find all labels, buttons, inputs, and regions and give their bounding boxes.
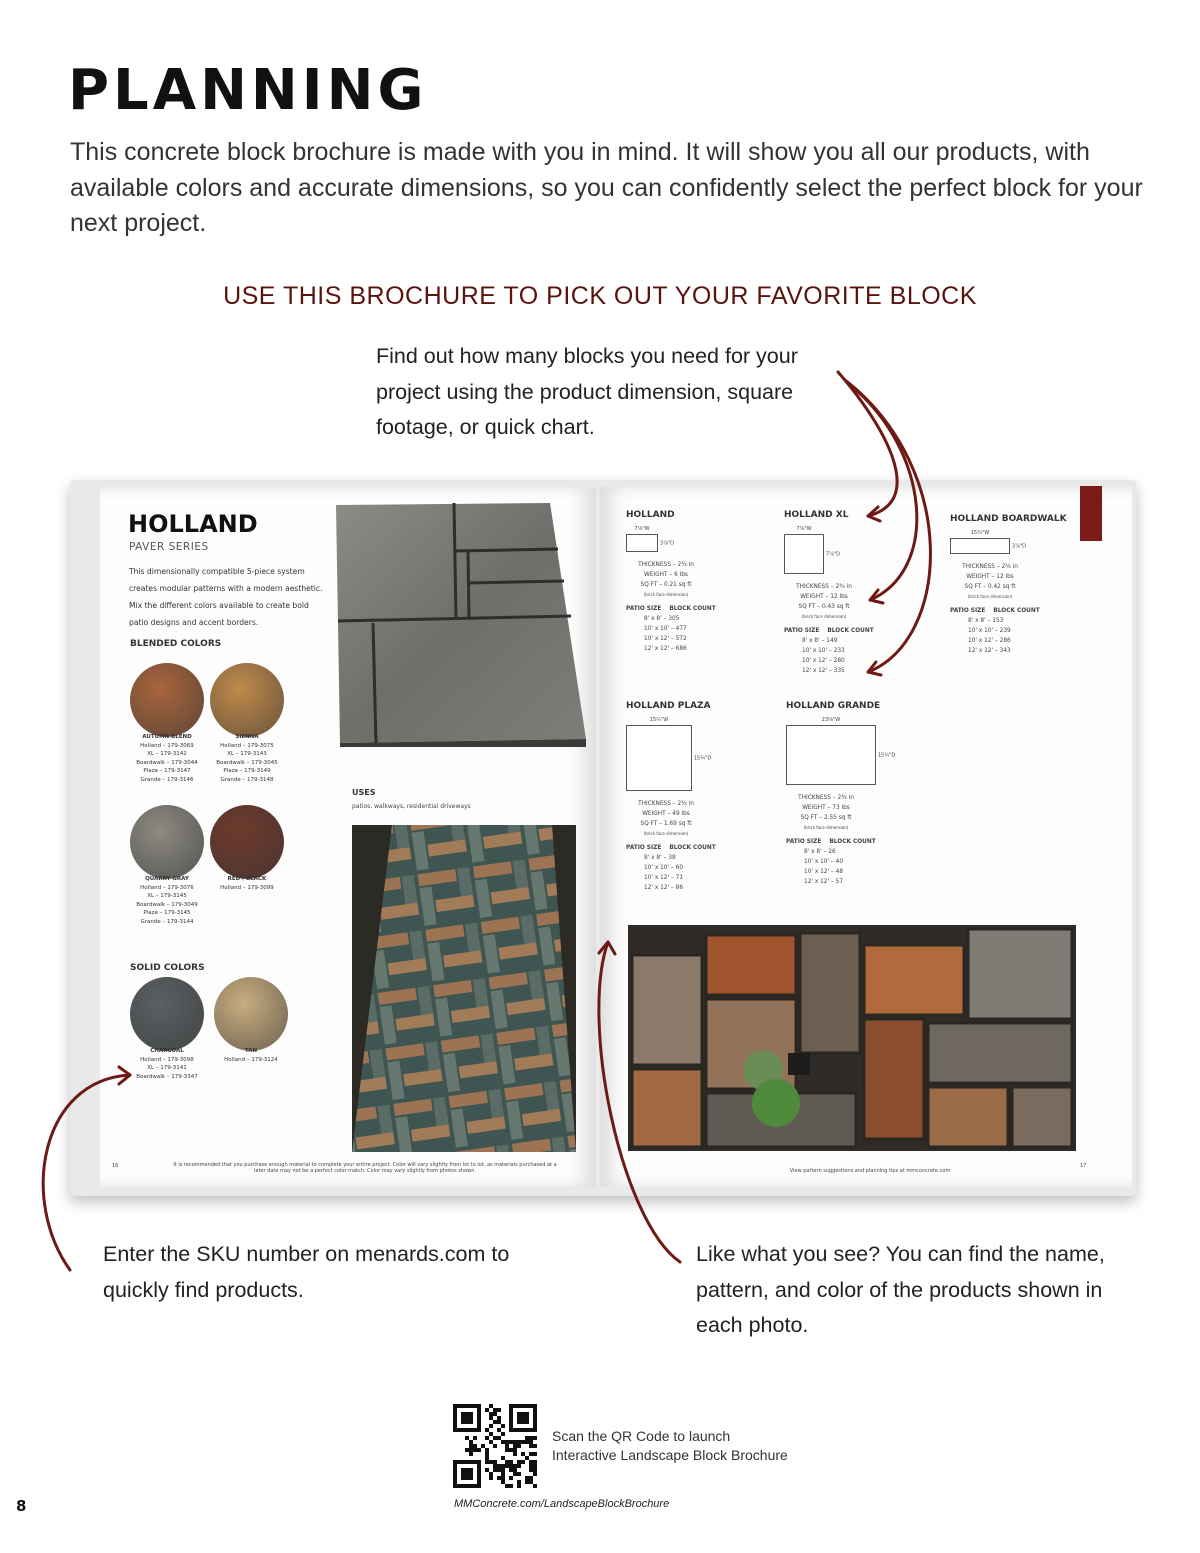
dimension-note: (brick face dimension) [967, 594, 1013, 599]
page-number: 8 [16, 1497, 27, 1515]
block-count-row: 10' x 10' – 477 [644, 626, 687, 632]
swatch-charcoal [130, 977, 204, 1051]
series-title: HOLLAND [128, 510, 258, 538]
product-holland-xl [784, 510, 874, 676]
sku-line: Grande – 179-3148 [220, 776, 274, 783]
swatch-red-black [210, 805, 284, 879]
product-name: HOLLAND [626, 510, 675, 520]
intro-paragraph: This concrete block brochure is made with you in mind. It will show you all our products, with available colors and accurate dimensions, so you can confidently select the perfect block for your next project. [70, 138, 1143, 237]
left-page-footnote: It is recommended that you purchase enough material to complete your entire project. Color will vary slightly from lot to lot, as materials purchased at a later date may not be a perfect color match. Color may vary slightly from photos shown. [173, 1162, 557, 1174]
block-count-row: 10' x 12' – 280 [802, 658, 845, 664]
swatch-name: SIENNA [235, 734, 259, 740]
block-count-row: 10' x 10' – 233 [802, 648, 845, 654]
swatch-label [202, 875, 292, 892]
swatch-name: AUTUMN BLEND [142, 734, 192, 740]
square-footage: SQ FT – 0.42 sq ft [964, 584, 1016, 590]
product-holland [626, 510, 716, 654]
swatch-name: TAN [244, 1048, 258, 1054]
dimension-note: (brick face dimension) [801, 614, 847, 619]
block-count-row: 10' x 12' – 286 [968, 638, 1011, 644]
dimension-note: (brick face dimension) [643, 592, 689, 597]
paver-product-photo [328, 503, 588, 748]
product-name: HOLLAND GRANDE [786, 701, 881, 711]
product-depth: 3⅞"D [659, 540, 675, 547]
block-count-header: BLOCK COUNT [669, 606, 716, 612]
series-description: This dimensionally compatible 5-piece system creates modular patterns with a modern aesthetic. Mix the different colors available to create bold patio designs and accent borders. [129, 567, 323, 627]
left-page-number: 16 [112, 1163, 119, 1169]
product-width: 7⅞"W [634, 526, 650, 532]
product-shape [786, 725, 876, 785]
uses-text: patios, walkways, residential driveways [352, 803, 471, 810]
sku-line: Boardwalk – 179-3347 [136, 1073, 198, 1080]
weight: WEIGHT – 12 lbs [966, 574, 1014, 580]
product-holland-boardwalk [950, 514, 1067, 656]
sku-line: Boardwalk – 179-3044 [136, 759, 198, 766]
swatch-tan [214, 977, 288, 1051]
sku-line: Boardwalk – 179-3045 [216, 759, 278, 766]
patio-size-header: PATIO SIZE [626, 606, 662, 612]
product-shape [626, 725, 692, 791]
swatch-label [122, 733, 212, 784]
sku-line: Plaza – 179-3147 [143, 768, 191, 774]
patio-photo [628, 925, 1076, 1151]
block-count-row: 10' x 12' – 572 [644, 636, 687, 642]
swatch-label [206, 1047, 296, 1064]
qr-code[interactable] [453, 1404, 537, 1488]
product-name: HOLLAND BOARDWALK [950, 514, 1067, 524]
dimension-note: (brick face dimension) [643, 831, 689, 836]
herringbone-walkway-photo [352, 825, 576, 1152]
square-footage: SQ FT – 0.21 sq ft [640, 582, 692, 588]
product-depth: 15¾"D [693, 755, 712, 762]
sku-line: Holland – 179-3069 [140, 742, 194, 749]
sku-line: XL – 179-3141 [147, 1065, 187, 1071]
sku-line: Holland – 179-3075 [220, 742, 274, 749]
series-subtitle: PAVER SERIES [129, 541, 209, 553]
block-count-row: 12' x 12' – 335 [802, 668, 845, 674]
sku-line: Plaza – 179-3145 [143, 910, 191, 916]
square-footage: SQ FT – 0.43 sq ft [798, 604, 850, 610]
patio-size-header: PATIO SIZE [784, 628, 820, 634]
qr-text-line2: Interactive Landscape Block Brochure [552, 1447, 788, 1463]
sku-line: XL – 179-3142 [147, 751, 187, 757]
product-depth: 15¾"D [877, 752, 896, 759]
swatch-autumn-blend [130, 663, 204, 737]
right-page-number: 17 [1080, 1163, 1087, 1169]
weight: WEIGHT – 12 lbs [800, 594, 848, 600]
sku-line: Grande – 179-3144 [140, 918, 194, 925]
thickness: THICKNESS – 2⅜ in [796, 584, 852, 590]
swatch-name: RED / BLACK [227, 876, 267, 882]
brochure-url[interactable]: MMConcrete.com/LandscapeBlockBrochure [454, 1498, 670, 1510]
sku-line: Holland – 179-3076 [140, 884, 194, 891]
block-count-row: 12' x 12' – 86 [644, 885, 684, 891]
block-count-row: 8' x 8' – 38 [644, 855, 676, 861]
sku-line: Grande – 179-3146 [140, 776, 194, 783]
blended-colors-label: BLENDED COLORS [130, 639, 222, 649]
product-holland-grande [786, 701, 895, 887]
sku-line: Boardwalk – 179-3049 [136, 901, 198, 908]
block-count-row: 10' x 10' – 239 [968, 628, 1011, 634]
block-count-row: 12' x 12' – 57 [804, 879, 844, 885]
patio-size-header: PATIO SIZE [786, 839, 822, 845]
swatch-label [122, 875, 212, 926]
patio-size-header: PATIO SIZE [626, 845, 662, 851]
product-width: 15¾"W [970, 530, 990, 536]
weight: WEIGHT – 6 lbs [644, 572, 688, 578]
block-count-header: BLOCK COUNT [993, 608, 1040, 614]
right-page-footnote: View pattern suggestions and planning tips at mmconcrete.com [789, 1168, 951, 1174]
qr-text-line1: Scan the QR Code to launch [552, 1428, 731, 1444]
sku-line: Holland – 179-3099 [220, 884, 274, 891]
product-name: HOLLAND PLAZA [626, 701, 711, 711]
block-count-row: 10' x 12' – 71 [644, 875, 684, 881]
product-holland-plaza [626, 701, 716, 893]
block-count-header: BLOCK COUNT [829, 839, 876, 845]
product-depth: 7⅞"D [825, 551, 841, 558]
swatch-label [122, 1047, 212, 1081]
sku-line: Holland – 179-3124 [224, 1056, 278, 1063]
product-width: 7⅞"W [796, 526, 812, 532]
block-count-row: 8' x 8' – 305 [644, 616, 680, 622]
block-count-row: 10' x 10' – 40 [804, 859, 844, 865]
thickness: THICKNESS – 2⅜ in [798, 795, 854, 801]
block-count-header: BLOCK COUNT [669, 845, 716, 851]
weight: WEIGHT – 49 lbs [642, 811, 690, 817]
block-count-row: 10' x 10' – 60 [644, 865, 684, 871]
square-footage: SQ FT – 1.69 sq ft [640, 821, 692, 827]
thickness: THICKNESS – 2⅜ in [638, 801, 694, 807]
uses-label: USES [352, 788, 376, 797]
section-subheading: USE THIS BROCHURE TO PICK OUT YOUR FAVORITE BLOCK [223, 282, 977, 310]
patio-size-header: PATIO SIZE [950, 608, 986, 614]
callout-photo: Like what you see? You can find the name, pattern, and color of the products shown in each photo. [696, 1242, 1105, 1337]
product-shape [950, 538, 1010, 554]
product-shape [784, 534, 824, 574]
sku-line: Plaza – 179-3149 [223, 768, 271, 774]
callout-sku: Enter the SKU number on menards.com to quickly find products. [103, 1242, 510, 1302]
swatch-label [202, 733, 292, 784]
page-title: PLANNING [68, 58, 428, 123]
sku-line: XL – 179-3145 [147, 893, 187, 899]
weight: WEIGHT – 73 lbs [802, 805, 850, 811]
solid-colors-label: SOLID COLORS [130, 963, 205, 973]
callout-dimension: Find out how many blocks you need for your project using the product dimension, square footage, or quick chart. [376, 344, 798, 439]
swatch-sienna [210, 663, 284, 737]
thickness: THICKNESS – 2⅜ in [962, 564, 1018, 570]
product-width: 23⅝"W [821, 717, 841, 723]
block-count-row: 12' x 12' – 343 [968, 648, 1011, 654]
block-count-row: 10' x 12' – 48 [804, 869, 844, 875]
product-name: HOLLAND XL [784, 510, 849, 520]
product-depth: 3⅞"D [1011, 543, 1027, 550]
block-count-header: BLOCK COUNT [827, 628, 874, 634]
sku-line: XL – 179-3143 [227, 751, 267, 757]
swatch-quarry-gray [130, 805, 204, 879]
block-count-row: 8' x 8' – 26 [804, 849, 836, 855]
sku-line: Holland – 179-3098 [140, 1056, 194, 1063]
product-width: 15¾"W [649, 717, 669, 723]
page-tab [1080, 486, 1102, 541]
block-count-row: 8' x 8' – 149 [802, 638, 838, 644]
square-footage: SQ FT – 2.55 sq ft [800, 815, 852, 821]
dimension-note: (brick face dimension) [803, 825, 849, 830]
block-count-row: 12' x 12' – 686 [644, 646, 687, 652]
swatch-name: QUARRY GRAY [145, 876, 189, 882]
product-shape [626, 534, 658, 552]
qr-instructions [552, 1427, 788, 1465]
block-count-row: 8' x 8' – 153 [968, 618, 1004, 624]
swatch-name: CHARCOAL [150, 1048, 184, 1054]
thickness: THICKNESS – 2⅜ in [638, 562, 694, 568]
